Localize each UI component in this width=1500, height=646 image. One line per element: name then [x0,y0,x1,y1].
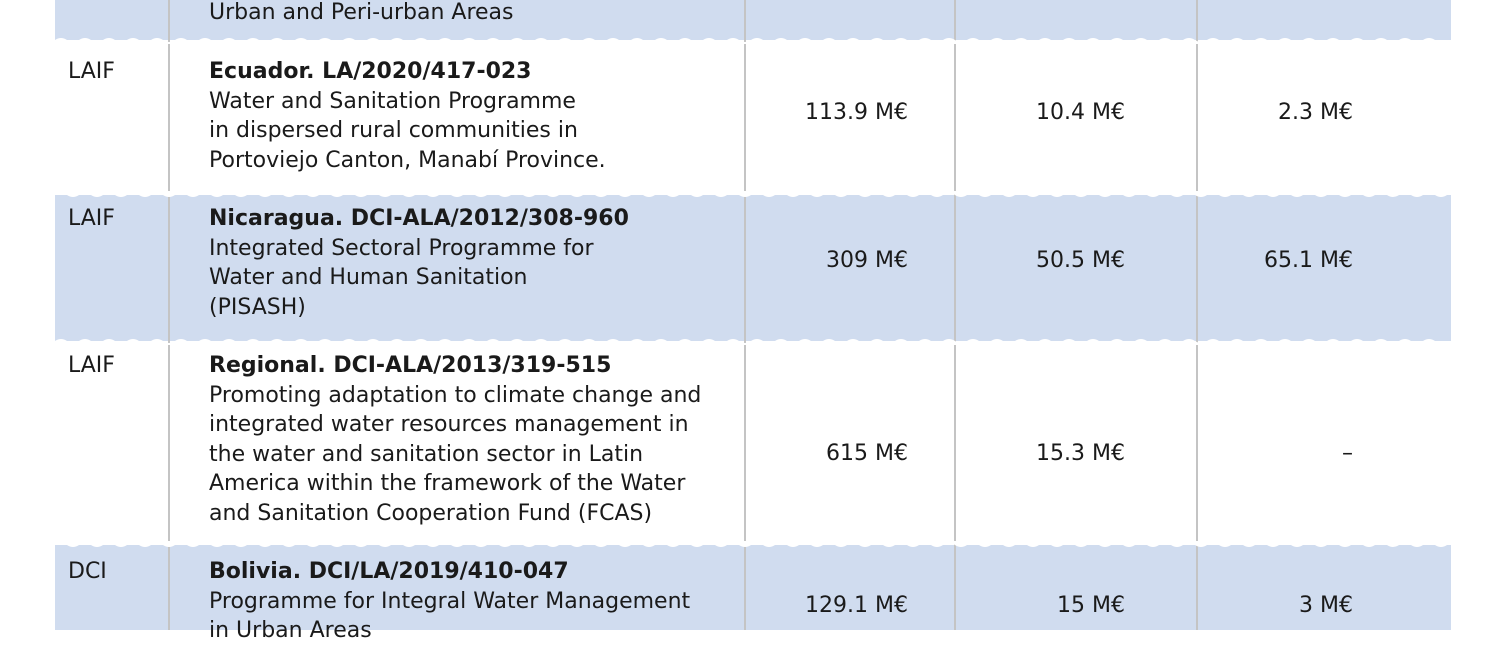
description-line: the water and sanitation sector in Latin [209,441,644,467]
column-divider [1196,0,1198,630]
description-line: Promoting adaptation to climate change and [209,382,702,408]
description-line: Integrated Sectoral Programme for [209,235,594,261]
description-line: and Sanitation Cooperation Fund (FCAS) [209,500,653,526]
other-amount: 65.1 M€ [1264,248,1353,273]
description-line: Water and Sanitation Programme [209,88,576,114]
total-amount: 113.9 M€ [805,100,908,125]
description-line: in Urban Areas [209,618,372,643]
column-divider [954,0,956,630]
project-title: Ecuador. LA/2020/417-023 [209,59,532,84]
contribution-amount: 10.4 M€ [1036,100,1125,125]
project-description [209,557,690,646]
project-description [209,0,514,28]
description-line: America within the framework of the Water [209,471,686,496]
column-divider [744,0,746,630]
description-line: Programme for Integral Water Management [209,588,691,614]
project-description [209,351,701,528]
description-line: in dispersed rural communities in [209,118,578,143]
project-description [209,204,629,322]
row-separator [55,337,1451,345]
other-amount: 3 M€ [1299,593,1353,618]
total-amount: 129.1 M€ [805,593,908,618]
description-line: Water and Human Sanitation [209,265,528,290]
funding-source: LAIF [68,353,115,378]
other-amount: 2.3 M€ [1278,100,1353,125]
project-title: Nicaragua. DCI-ALA/2012/308-960 [209,206,629,231]
projects-table [55,0,1451,643]
contribution-amount: 15.3 M€ [1036,441,1125,466]
contribution-amount: 50.5 M€ [1036,248,1125,273]
total-amount: 309 M€ [826,248,908,273]
other-amount: – [1342,441,1353,466]
description-line: Portoviejo Canton, Manabí Province. [209,147,606,173]
project-title: Bolivia. DCI/LA/2019/410-047 [209,559,569,584]
description-line: (PISASH) [209,294,306,320]
column-divider [168,0,170,630]
description-line: Urban and Peri-urban Areas [209,0,514,25]
project-title: Regional. DCI-ALA/2013/319-515 [209,353,612,378]
row-separator [55,36,1451,44]
row-separator [55,541,1451,549]
funding-source: LAIF [68,59,115,84]
funding-source: LAIF [68,206,115,231]
row-separator [55,191,1451,199]
description-line: integrated water resources management in [209,412,689,437]
project-description [209,57,606,175]
total-amount: 615 M€ [826,441,908,466]
funding-source: DCI [68,559,107,584]
contribution-amount: 15 M€ [1057,593,1125,618]
